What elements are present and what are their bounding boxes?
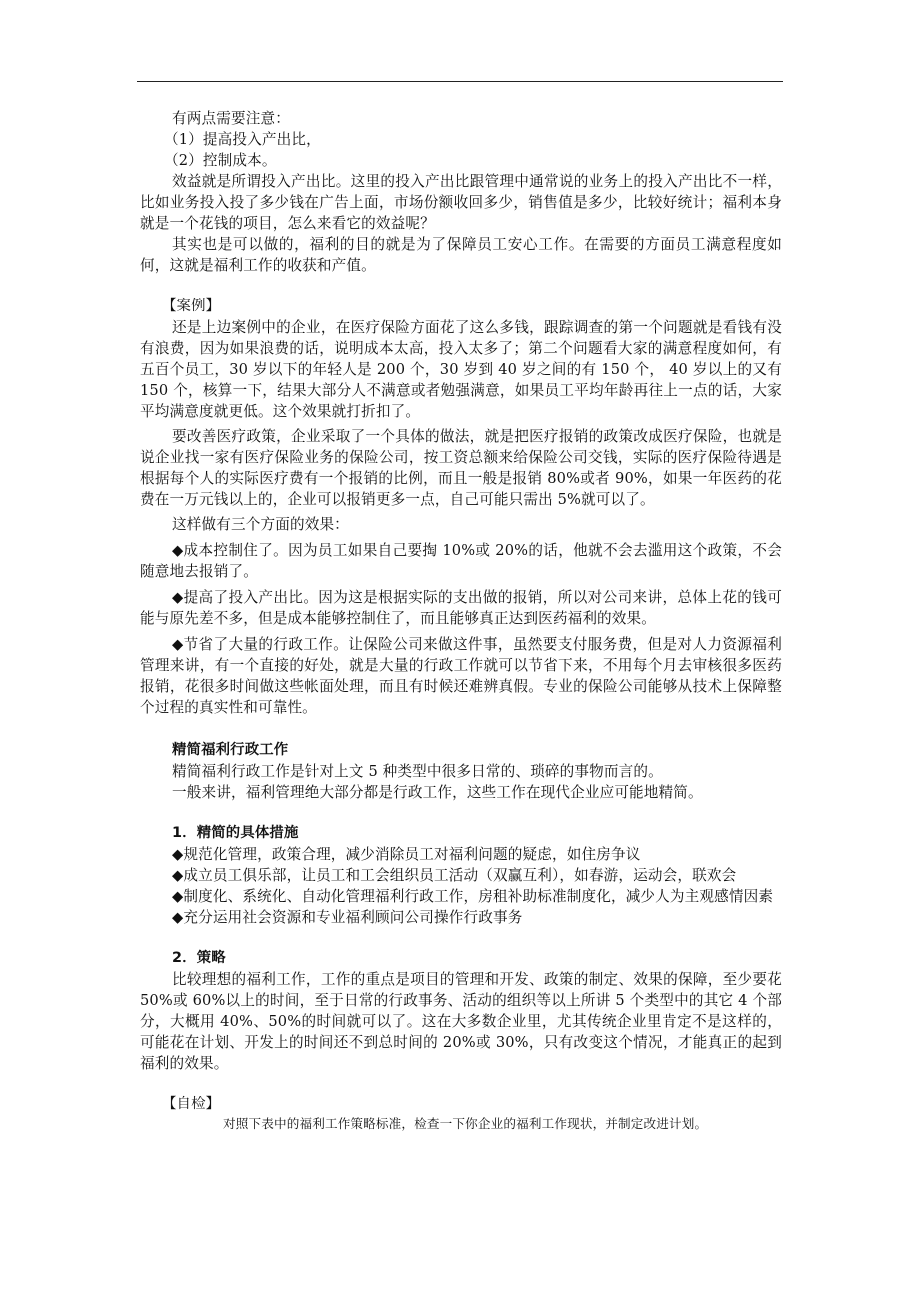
intro-line: 有两点需要注意： bbox=[172, 110, 290, 127]
strategy-paragraph: 比较理想的福利工作，工作的重点是项目的管理和开发、政策的制定、效果的保障，至少要花 50%或 60%以上的时间，至于日常的行政事务、活动的组织等以上所讲 5 个类型中的其它 4 个部分，大概用 40%、50%的时间就可以了。这在大多数企业里，尤其传统企业里肯定不是这样的，可能花在计划、开发上的时间还不到总时间的 20%或 30%，只有改变这个情况，才能真正的起到福利的效果。 bbox=[140, 971, 782, 1072]
measures-item: ◆制度化、系统化、自动化管理福利行政工作，房租补助标准制度化，减少人为主观感情因素 bbox=[172, 888, 774, 905]
case-heading: 【案例】 bbox=[162, 298, 221, 314]
measures-item: ◆充分运用社会资源和专业福利顾问公司操作行政事务 bbox=[172, 909, 523, 926]
strategy-heading: 2．策略 bbox=[172, 950, 226, 966]
case-bullet-3: ◆节省了大量的行政工作。让保险公司来做这件事，虽然要支付服务费，但是对人力资源福利管理来讲，有一个直接的好处，就是大量的行政工作就可以节省下来，不用每个月去审核很多医药报销，花很多时间做这些帐面处理，而且有时候还难辨真假。专业的保险公司能够从技术上保障整个过程的真实性和可靠性。 bbox=[140, 636, 782, 716]
streamline-heading: 精简福利行政工作 bbox=[172, 742, 289, 758]
case-bullet-1: ◆成本控制住了。因为员工如果自己要掏 10%或 20%的话，他就不会去滥用这个政策，不会随意地去报销了。 bbox=[140, 542, 782, 580]
intro-paragraph-1: 效益就是所谓投入产出比。这里的投入产出比跟管理中通常说的业务上的投入产出比不一样，比如业务投入投了多少钱在广告上面，市场份额收回多少，销售值是多少，比较好统计；福利本身就是一个花钱的项目，怎么来看它的效益呢？ bbox=[140, 173, 782, 232]
header-rule bbox=[137, 81, 783, 82]
measures-item: ◆成立员工俱乐部，让员工和工会组织员工活动（双赢互利），如春游，运动会，联欢会 bbox=[172, 867, 737, 884]
document-body bbox=[140, 108, 782, 1133]
measures-item: ◆规范化管理，政策合理，减少消除员工对福利问题的疑虑，如住房争议 bbox=[172, 846, 641, 863]
intro-item-2: （2）控制成本。 bbox=[164, 152, 277, 169]
selfcheck-text: 对照下表中的福利工作策略标准，检查一下你企业的福利工作现状，并制定改进计划。 bbox=[223, 1116, 708, 1131]
case-bullet-2: ◆提高了投入产出比。因为这是根据实际的支出做的报销，所以对公司来讲，总体上花的钱可能与原先差不多，但是成本能够控制住了，而且能够真正达到医药福利的效果。 bbox=[140, 589, 782, 627]
intro-paragraph-2: 其实也是可以做的，福利的目的就是为了保障员工安心工作。在需要的方面员工满意程度如何，这就是福利工作的收获和产值。 bbox=[140, 236, 782, 274]
measures-heading: 1．精简的具体措施 bbox=[172, 825, 299, 841]
streamline-paragraph-2: 一般来讲，福利管理绝大部分都是行政工作，这些工作在现代企业应可能地精简。 bbox=[172, 784, 703, 801]
case-paragraph-1: 还是上边案例中的企业，在医疗保险方面花了这么多钱，跟踪调查的第一个问题就是看钱有没有浪费，因为如果浪费的话，说明成本太高，投入太多了；第二个问题看大家的满意程度如何，有五百个员工，30 岁以下的年轻人是 200 个，30 岁到 40 岁之间的有 150 个， 40 岁以上的又有 150 个，核算一下，结果大部分人不满意或者勉强满意，如果员工平均年龄再往上一点的话，大家平均满意度就更低。这个效果就打折扣了。 bbox=[140, 319, 782, 420]
intro-item-1: （1）提高投入产出比， bbox=[164, 131, 321, 148]
streamline-paragraph-1: 精简福利行政工作是针对上文 5 种类型中很多日常的、琐碎的事物而言的。 bbox=[172, 763, 663, 780]
selfcheck-heading: 【自检】 bbox=[162, 1096, 221, 1112]
case-paragraph-2: 要改善医疗政策，企业采取了一个具体的做法，就是把医疗报销的政策改成医疗保险，也就是说企业找一家有医疗保险业务的保险公司，按工资总额来给保险公司交钱，实际的医疗保险待遇是根据每个人的实际医疗费有一个报销的比例，而且一般是报销 80%或者 90%，如果一年医药的花费在一万元钱以上的，企业可以报销更多一点，自己可能只需出 5%就可以了。 bbox=[140, 428, 782, 508]
case-paragraph-3: 这样做有三个方面的效果： bbox=[172, 516, 349, 533]
